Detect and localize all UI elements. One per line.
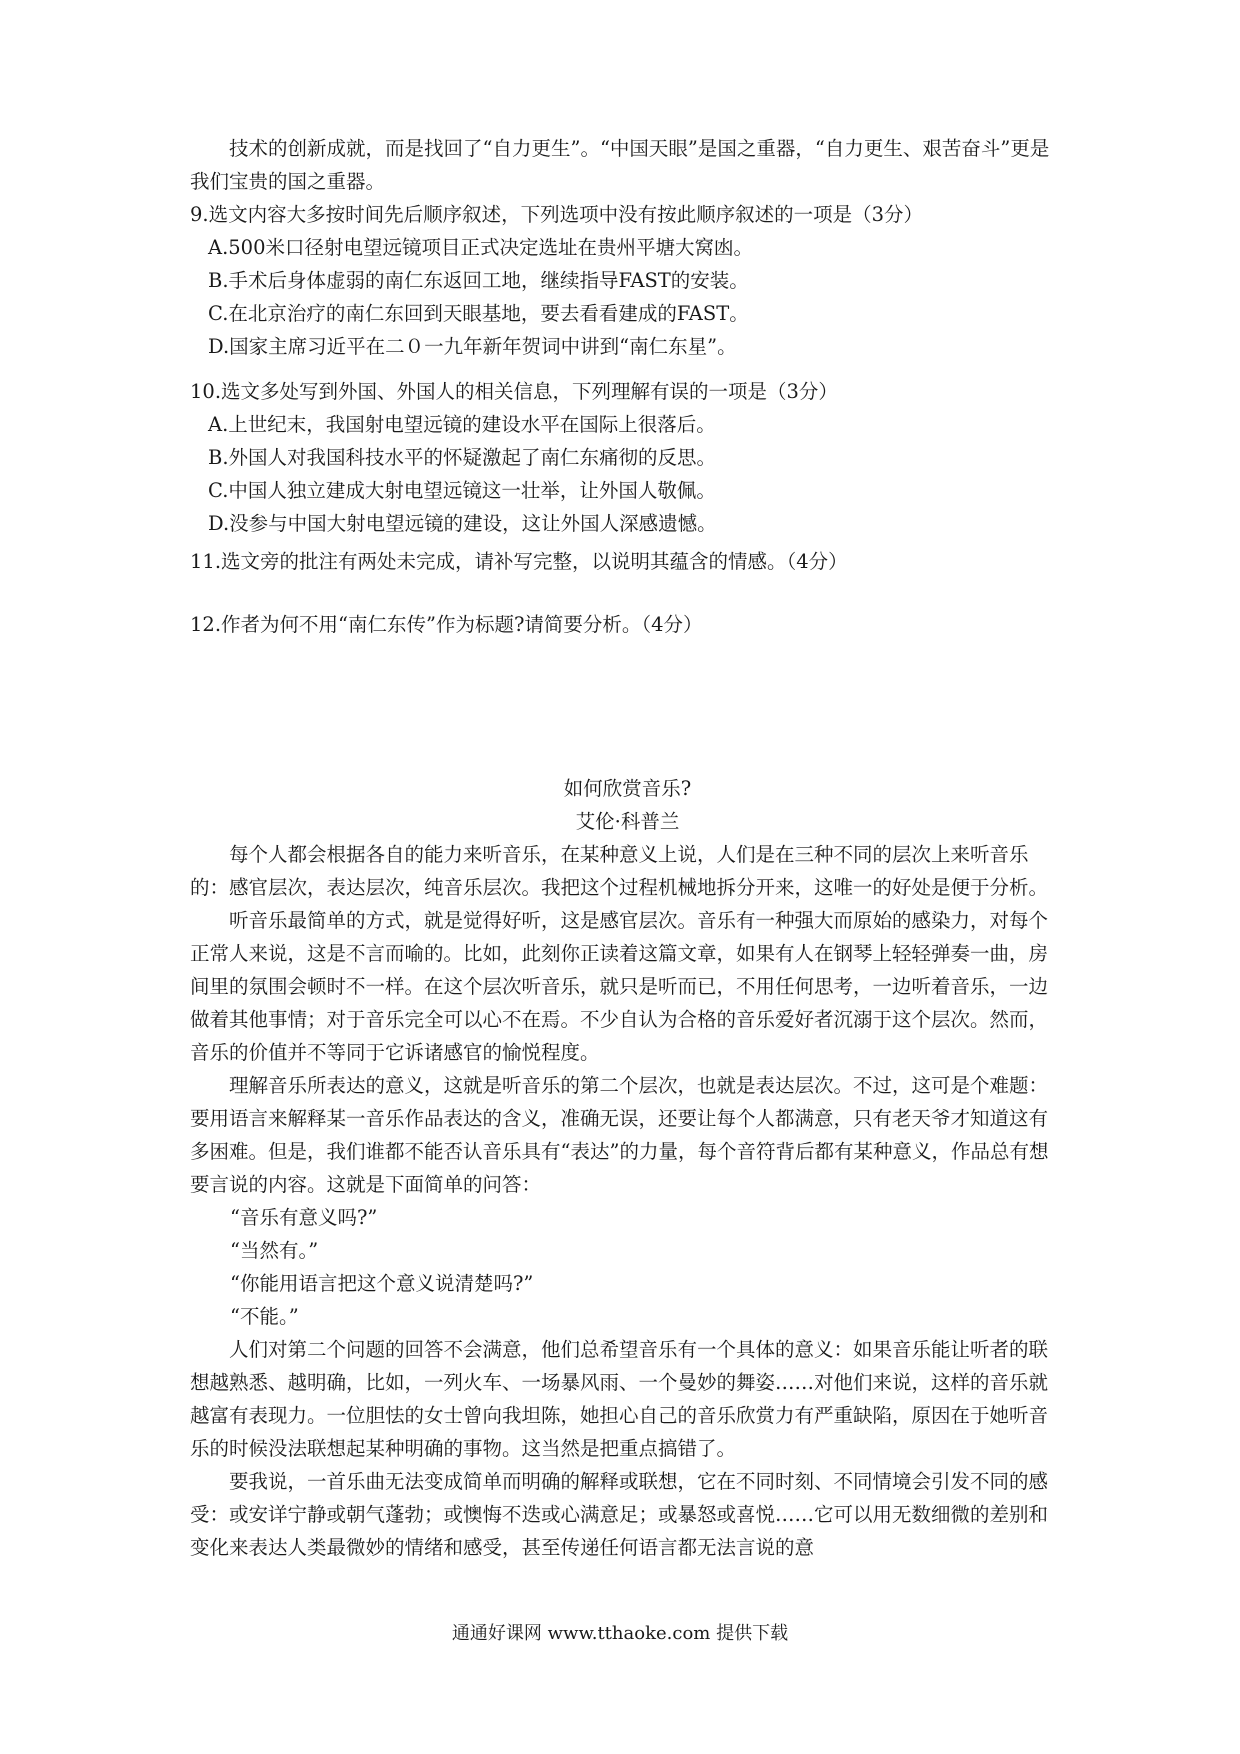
option-c: C.在北京治疗的南仁东回到天眼基地，要去看看建成的FAST。 — [208, 302, 749, 325]
article-author: 艾伦·科普兰 — [575, 810, 680, 833]
option-d: D.国家主席习近平在二０一九年新年贺词中讲到“南仁东星”。 — [208, 335, 737, 358]
page-footer: 通通好课网 www.tthaoke.com 提供下载 — [451, 1623, 789, 1644]
article-paragraph: 每个人都会根据各自的能力来听音乐，在某种意义上说，人们是在三种不同的层次上来听音乐的：感官层次，表达层次，纯音乐层次。我把这个过程机械地拆分开来，这唯一的好处是便于分析。 — [190, 843, 1049, 899]
article-paragraph: 人们对第二个问题的回答不会满意，他们总希望音乐有一个具体的意义：如果音乐能让听者的联想越熟悉、越明确，比如，一列火车、一场暴风雨、一个曼妙的舞姿……对他们来说，这样的音乐就越富有表现力。一位胆怯的女士曾向我坦陈，她担心自己的音乐欣赏力有严重缺陷，原因在于她听音乐的时候没法联想起某种明确的事物。这当然是把重点搞错了。 — [190, 1338, 1049, 1460]
article-title: 如何欣赏音乐? — [563, 777, 692, 800]
question-stem: 12.作者为何不用“南仁东传”作为标题?请简要分析。（4分） — [190, 613, 703, 636]
continued-section — [190, 132, 1065, 198]
question-stem: 11.选文旁的批注有两处未完成，请补写完整，以说明其蕴含的情感。（4分） — [190, 550, 848, 573]
option-b: B.手术后身体虚弱的南仁东返回工地，继续指导FAST的安装。 — [208, 269, 749, 292]
option-d: D.没参与中国大射电望远镜的建设，这让外国人深感遗憾。 — [208, 512, 717, 535]
option-a: A.上世纪末，我国射电望远镜的建设水平在国际上很落后。 — [208, 413, 716, 436]
question-11 — [190, 545, 1065, 578]
article-paragraph: 理解音乐所表达的意义，这就是听音乐的第二个层次，也就是表达层次。不过，这可是个难题：要用语言来解释某一音乐作品表达的含义，准确无误，还要让每个人都满意，只有老天爷才知道这有多困难。但是，我们谁都不能否认音乐具有“表达”的力量，每个音符背后都有某种意义，作品总有想要言说的内容。这就是下面简单的问答： — [190, 1074, 1049, 1196]
question-12 — [190, 608, 1065, 641]
dialogue-line: “你能用语言把这个意义说清楚吗?” — [230, 1272, 534, 1295]
option-c: C.中国人独立建成大射电望远镜这一壮举，让外国人敬佩。 — [208, 479, 716, 502]
option-b: B.外国人对我国科技水平的怀疑激起了南仁东痛彻的反思。 — [208, 446, 717, 469]
dialogue-line: “当然有。” — [230, 1239, 319, 1262]
option-a: A.500米口径射电望远镜项目正式决定选址在贵州平塘大窝凼。 — [208, 236, 754, 259]
question-stem: 10.选文多处写到外国、外国人的相关信息，下列理解有误的一项是（3分） — [190, 380, 838, 403]
continued-paragraph: 技术的创新成就，而是找回了“自力更生”。“中国天眼”是国之重器，“自力更生、艰苦奋斗”更是我们宝贵的国之重器。 — [190, 137, 1050, 193]
question-10 — [190, 375, 1065, 540]
dialogue-line: “音乐有意义吗?” — [230, 1206, 378, 1229]
article-paragraph: 听音乐最简单的方式，就是觉得好听，这是感官层次。音乐有一种强大而原始的感染力，对每个正常人来说，这是不言而喻的。比如，此刻你正读着这篇文章，如果有人在钢琴上轻轻弹奏一曲，房间里的氛围会顿时不一样。在这个层次听音乐，就只是听而已，不用任何思考，一边听着音乐，一边做着其他事情；对于音乐完全可以心不在焉。不少自认为合格的音乐爱好者沉溺于这个层次。然而，音乐的价值并不等同于它诉诸感官的愉悦程度。 — [190, 909, 1049, 1064]
article — [190, 772, 1065, 1564]
dialogue-line: “不能。” — [230, 1305, 299, 1328]
question-9 — [190, 198, 1065, 363]
question-stem: 9.选文内容大多按时间先后顺序叙述，下列选项中没有按此顺序叙述的一项是（3分） — [190, 203, 924, 226]
article-paragraph: 要我说，一首乐曲无法变成简单而明确的解释或联想，它在不同时刻、不同情境会引发不同的感受：或安详宁静或朝气蓬勃；或懊悔不迭或心满意足；或暴怒或喜悦……它可以用无数细微的差别和变化来表达人类最微妙的情绪和感受，甚至传递任何语言都无法言说的意 — [190, 1470, 1049, 1559]
